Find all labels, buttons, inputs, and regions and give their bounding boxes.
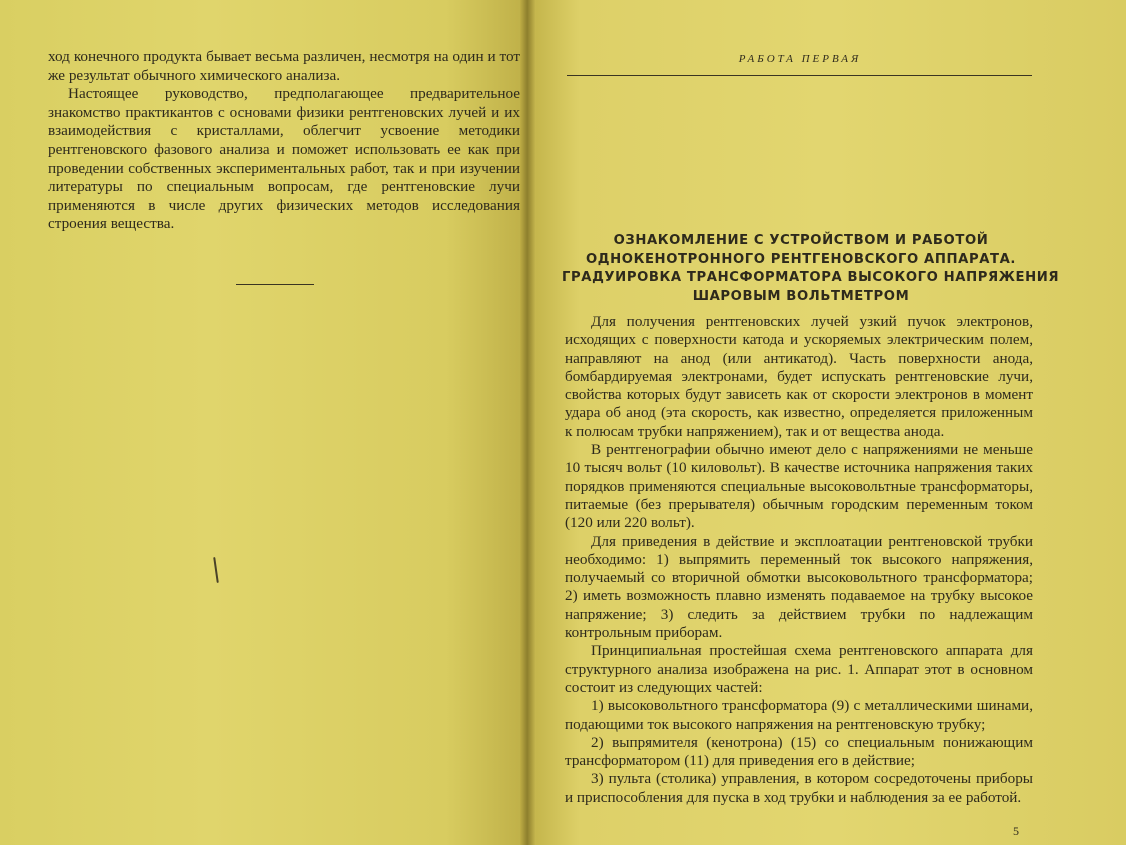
heading-line-1: ОЗНАКОМЛЕНИЕ С УСТРОЙСТВОМ И РАБОТОЙ (613, 233, 989, 248)
right-paragraph-1: Для получения рентгеновских лучей узкий пучок электронов, исходящих с поверхности катода и ускоряемых электрическим полем, направляют на анод (или антикатод). Часть поверхности анода, бомбардируемая электронами, будет испускать рентгеновские лучи, свойства которых будут зависеть как от скорости электронов в момент удара об анод (эта скорость, как известно, определяется приложенным к полюсам трубки напряжением), так и от вещества анода. (565, 313, 1033, 440)
right-page-text (565, 313, 1033, 807)
section-divider (236, 284, 314, 285)
heading-line-2: ОДНОКЕНОТРОННОГО РЕНТГЕНОВСКОГО АППАРАТА. (585, 251, 1017, 267)
page-number: 5 (1013, 824, 1019, 838)
heading-line-3: ГРАДУИРОВКА ТРАНСФОРМАТОРА ВЫСОКОГО НАПРЯЖЕНИЯ (562, 270, 1060, 285)
running-head: РАБОТА ПЕРВАЯ (738, 53, 862, 65)
left-paragraph-1: ход конечного продукта бывает весьма различен, несмотря на один и тот же результат обычного химического анализа. (48, 48, 520, 84)
book-gutter (520, 0, 536, 845)
list-item-1: 1) высоковольтного трансформатора (9) с металлическими шинами, подающими ток высокого напряжения на рентгеновскую трубку; (565, 697, 1033, 733)
list-item-3: 3) пульта (столика) управления, в котором сосредоточены приборы и приспособления для пуска в ход трубки и наблюдения за ее работой. (565, 770, 1033, 806)
running-head-rule (567, 75, 1032, 76)
left-paragraph-2: Настоящее руководство, предполагающее предварительное знакомство практикантов с основами физики рентгеновских лучей и их взаимодействия с кристаллами, облегчит усвоение методики рентгеновского фазового анализа и поможет использовать ее как при проведении собственных экспериментальных работ, так и при изучении литературы по специальным вопросам, где рентгеновские лучи применяются в числе других физических методов исследования строения вещества. (48, 85, 520, 233)
right-paragraph-2: В рентгенографии обычно имеют дело с напряжениями не меньше 10 тысяч вольт (10 киловольт). В качестве источника напряжения таких порядков применяются специальные высоковольтные трансформаторы, питаемые (без прерывателя) обычным городским переменным током (120 или 220 вольт). (565, 441, 1033, 532)
chapter-heading (562, 232, 1060, 306)
right-paragraph-4: Принципиальная простейшая схема рентгеновского аппарата для структурного анализа изображена на рис. 1. Аппарат этот в основном состоит из следующих частей: (565, 642, 1033, 696)
left-page-text (48, 48, 520, 234)
heading-line-4: ШАРОВЫМ ВОЛЬТМЕТРОМ (692, 288, 910, 304)
right-paragraph-3: Для приведения в действие и эксплоатации рентгеновской трубки необходимо: 1) выпрямить переменный ток высокого напряжения, получаемый со вторичной обмотки высоковольтного трансформатора; 2) иметь возможность плавно изменять подаваемое на трубку высокое напряжение; 3) следить за действием трубки по надлежащим контрольным приборам. (565, 532, 1033, 642)
list-item-2: 2) выпрямителя (кенотрона) (15) со специальным понижающим трансформатором (11) для приведения его в действие; (565, 733, 1033, 770)
